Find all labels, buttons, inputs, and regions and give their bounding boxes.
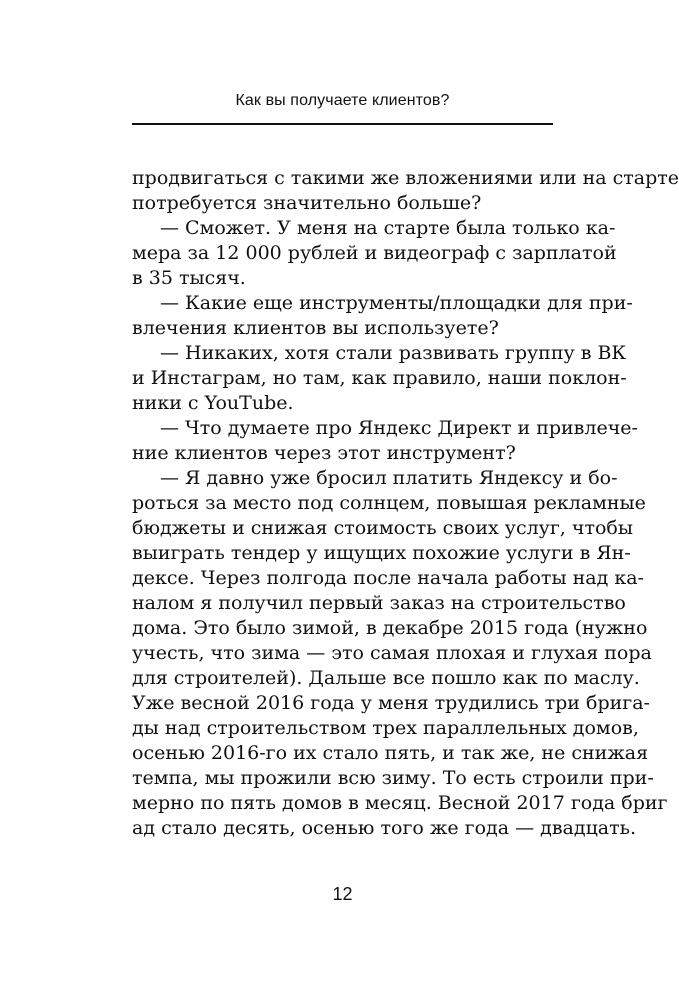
text-line: — Никаких, хотя стали развивать группу в ВК (160, 342, 627, 364)
text-line: осенью 2016-го их стало пять, и так же, не снижая (132, 742, 649, 764)
text-line: для строителей). Дальше все пошло как по маслу. (132, 667, 640, 689)
text-line: учесть, что зима — это самая плохая и глухая пора (132, 642, 652, 664)
text-line: Уже весной 2016 года у меня трудились три брига- (132, 692, 650, 714)
text-line: — Я давно уже бросил платить Яндексу и бо- (160, 467, 618, 489)
text-line: мера за 12 000 рублей и видеограф с зарплатой (132, 242, 617, 264)
text-line: — Какие еще инструменты/площадки для при- (160, 292, 633, 314)
text-line: темпа, мы прожили всю зиму. То есть строили при- (132, 767, 654, 789)
text-line: — Сможет. У меня на старте была только ка- (160, 217, 616, 239)
text-line: мерно по пять домов в месяц. Весной 2017 года бриг (132, 792, 668, 814)
text-line: влечения клиентов вы используете? (132, 317, 499, 339)
text-line: и Инстаграм, но там, как правило, наши поклон- (132, 367, 627, 389)
text-line: налом я получил первый заказ на строительство (132, 592, 626, 614)
page-number: 12 (332, 884, 353, 904)
text-line: — Что думаете про Яндекс Директ и привлече- (160, 417, 638, 439)
running-head-title: Как вы получаете клиентов? (235, 92, 450, 109)
text-line: дома. Это было зимой, в декабре 2015 года (нужно (132, 617, 648, 639)
text-line: ды над строительством трех параллельных домов, (132, 717, 639, 739)
text-line: дексе. Через полгода после начала работы над ка- (132, 567, 644, 589)
text-line: потребуется значительно больше? (132, 192, 482, 214)
text-line: ад стало десять, осенью того же года — двадцать. (132, 817, 637, 839)
text-line: роться за место под солнцем, повышая рекламные (132, 492, 646, 514)
header-divider (132, 123, 553, 125)
text-line: в 35 тысяч. (132, 267, 246, 289)
text-line: продвигаться с такими же вложениями или на старте (132, 167, 679, 189)
text-line: ники с YouTube. (132, 392, 294, 414)
text-line: ние клиентов через этот инструмент? (132, 442, 516, 464)
text-line: бюджеты и снижая стоимость своих услуг, чтобы (132, 517, 633, 539)
text-line: выиграть тендер у ищущих похожие услуги в Ян- (132, 542, 631, 564)
body-text (132, 166, 679, 841)
